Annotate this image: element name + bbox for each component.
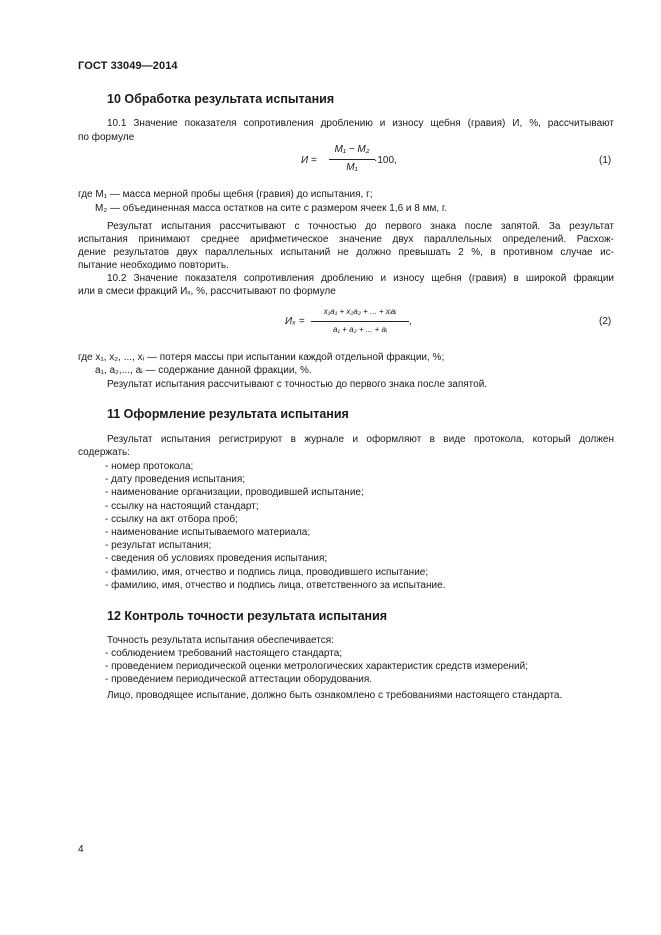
s10-p2-line4: пытание необходимо повторить. [78,260,229,271]
formula-2-denominator: a₁ + a₂ + ... + aᵢ [333,325,387,334]
list-item: - соблюдением требований настоящего стандарта; [105,648,343,659]
formula-2-tail: , [409,316,412,327]
formula-1-lhs: И = [301,155,317,166]
s10-where-2: M₂ — объединенная масса остатков на сите с размером ячеек 1,6 и 8 мм, г. [95,203,448,214]
s11-p1-line1: Результат испытания регистрируют в журнале и оформляют в виде протокола, который должен [107,434,614,445]
list-item: - проведением периодической аттестации оборудования. [105,674,373,686]
list-item: - сведения об условиях проведения испытания; [105,553,328,565]
s12-intro: Точность результата испытания обеспечивается: [107,635,334,646]
list-item: - номер протокола; [105,461,194,472]
formula-1-numerator: M₁ − M₂ [334,144,370,155]
s10-p1-line2: по формуле [78,132,135,143]
list-item: - наименование испытываемого материала; [105,527,311,539]
s12-list [105,647,528,687]
s12-final: Лицо, проводящее испытание, должно быть ознакомлено с требованиями настоящего стандарта. [107,690,563,701]
s10-p2-line3: дение результатов двух параллельных испытаний не должно превышать 2 %, в противном случае ис- [78,247,614,258]
s10-p2-line1: Результат испытания рассчитывают с точностью до первого знака после запятой. За результат [107,221,614,232]
s10-p3-line1: 10.2 Значение показателя сопротивления дроблению и износу щебня (гравия) в широкой фракции [107,273,614,284]
list-item: - дату проведения испытания; [105,474,246,486]
s10-p2-line2: испытания принимают среднее арифметическое значение двух параллельных определений. Расхож- [78,234,614,245]
formula-1-fraction-line [329,159,375,160]
s10-where-3: где x₁, x₂, ..., xᵢ — потеря массы при испытании каждой отдельной фракции, %; [78,352,445,363]
formula-2-fraction-line [311,321,409,322]
formula-2-number: (2) [599,316,612,327]
document-header: ГОСТ 33049—2014 [78,60,178,72]
section-12-heading: 12 Контроль точности результата испытания [107,609,388,623]
list-item: - результат испытания; [105,540,212,552]
formula-2-lhs: Иₓ = [285,316,305,327]
formula-1-tail: ·100, [374,155,397,166]
list-item: - ссылку на акт отбора проб; [105,513,238,525]
page-number: 4 [78,844,84,855]
s10-p4: Результат испытания рассчитывают с точностью до первого знака после запятой. [107,379,488,390]
list-item: - фамилию, имя, отчество и подпись лица, ответственного за испытание. [105,579,446,591]
formula-2-numerator: x₁a₁ + x₂a₂ + ... + xᵢaᵢ [323,307,397,316]
s11-p1-line2: содержать: [78,447,131,458]
section-11-heading: 11 Оформление результата испытания [107,407,349,421]
section-10-heading: 10 Обработка результата испытания [107,92,335,106]
s11-list [105,460,445,592]
list-item: - ссылку на настоящий стандарт; [105,500,259,512]
formula-1-denominator: M₁ [346,162,358,173]
list-item: - проведением периодической оценки метрологических характеристик средств измерений; [105,661,528,673]
s10-where-1: где M₁ — масса мерной пробы щебня (гравия) до испытания, г; [78,189,373,200]
s10-p3-line2: или в смеси фракций Иₓ, %, рассчитывают по формуле [78,286,336,297]
formula-1-number: (1) [599,155,612,166]
list-item: - наименование организации, проводившей испытание; [105,487,364,499]
list-item: - фамилию, имя, отчество и подпись лица, проводившего испытание; [105,566,429,578]
s10-p1-line1: 10.1 Значение показателя сопротивления дроблению и износу щебня (гравия) И, %, рассчитывают [107,118,614,129]
s10-where-4: a₁, a₂,..., aᵢ — содержание данной фракции, %. [95,365,312,376]
